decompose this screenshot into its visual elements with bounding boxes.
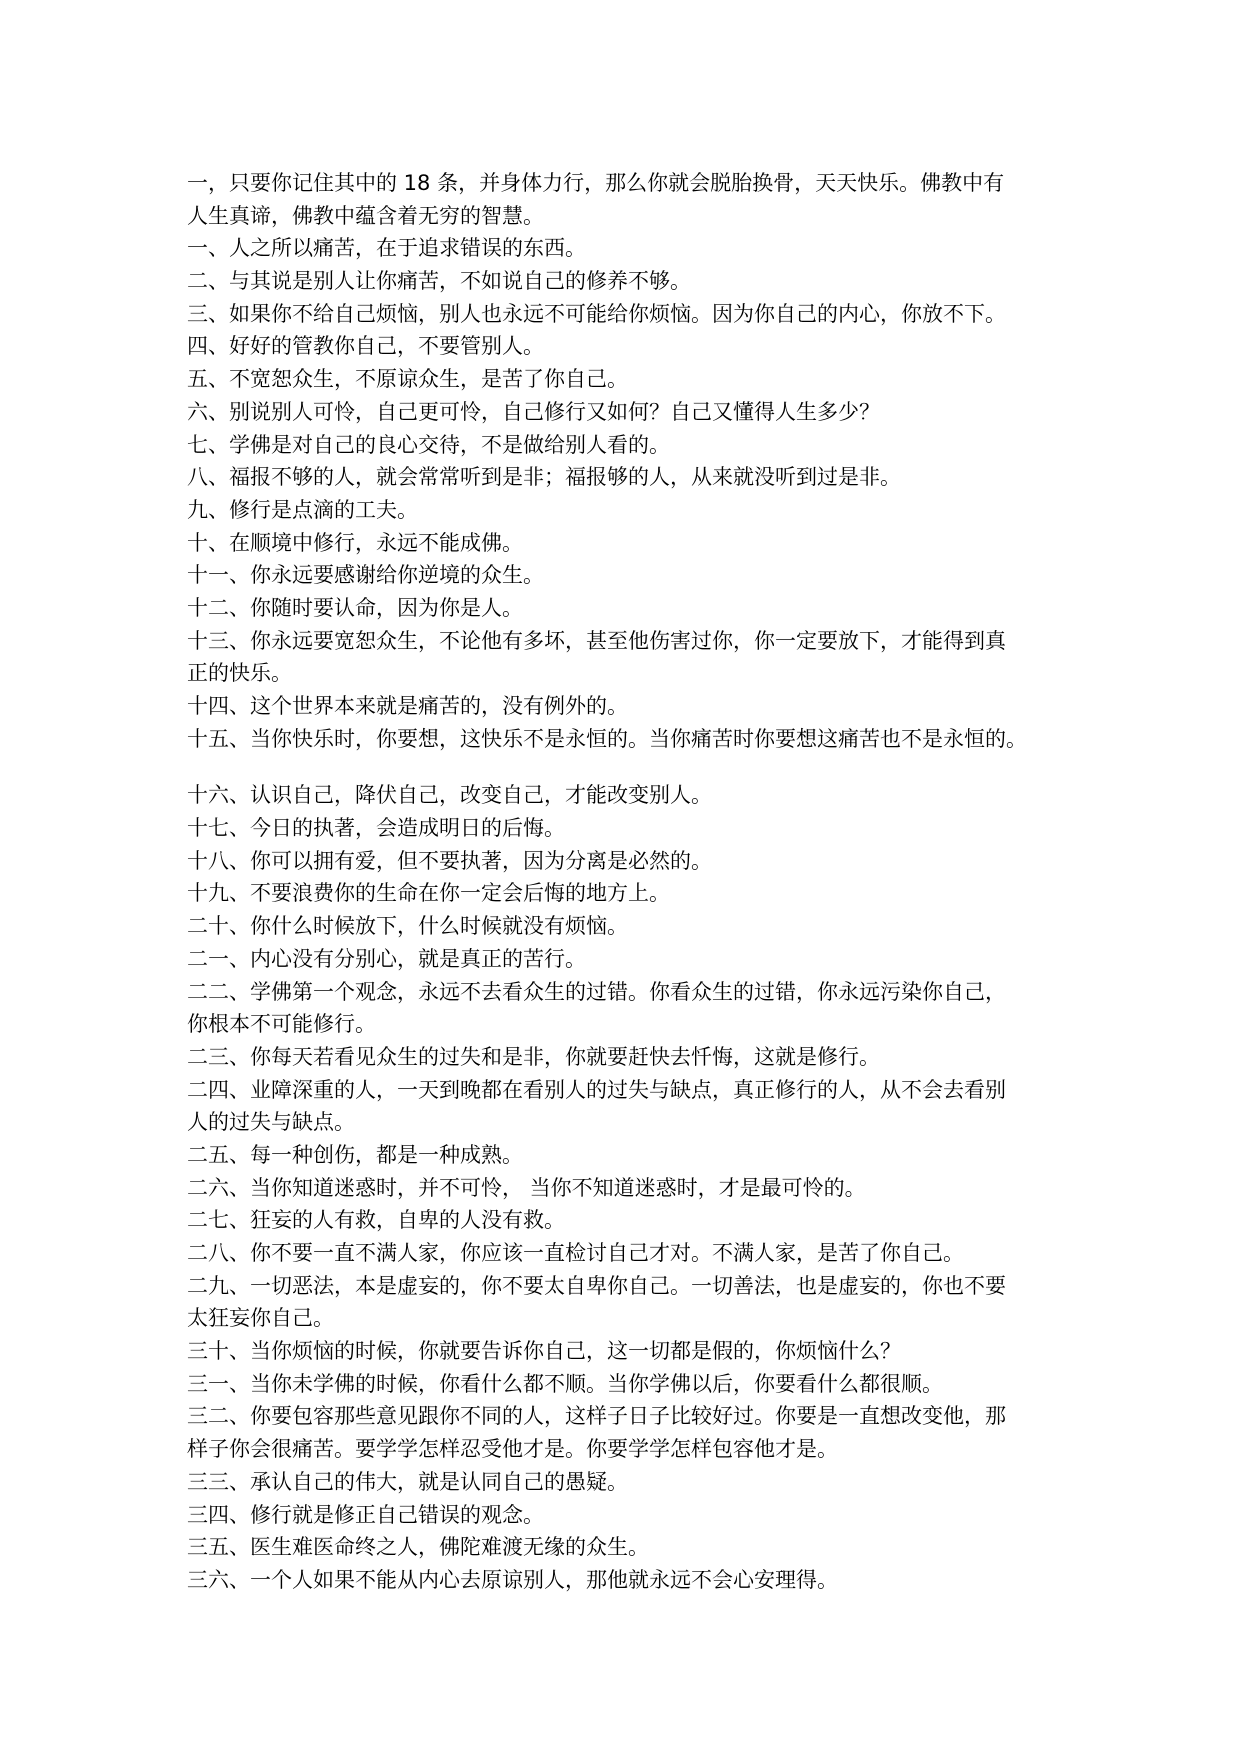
text-line: 十三、你永远要宽恕众生，不论他有多坏，甚至他伤害过你，你一定要放下，才能得到真	[187, 628, 1006, 653]
text-line: 十五、当你快乐时，你要想，这快乐不是永恒的。当你痛苦时你要想这痛苦也不是永恒的。	[187, 726, 1027, 751]
text-line: 二、与其说是别人让你痛苦，不如说自己的修养不够。	[187, 269, 691, 294]
text-line: 八、福报不够的人，就会常常听到是非；福报够的人，从来就没听到过是非。	[187, 465, 901, 490]
text-line: 三四、修行就是修正自己错误的观念。	[187, 1502, 544, 1527]
text-line: 十四、这个世界本来就是痛苦的，没有例外的。	[187, 694, 628, 718]
text-line: 二九、一切恶法，本是虚妄的，你不要太自卑你自己。一切善法，也是虚妄的，你也不要	[187, 1273, 1006, 1298]
text-line: 二六、当你知道迷惑时，并不可怜， 当你不知道迷惑时，才是最可怜的。	[187, 1175, 866, 1200]
text-line: 样子你会很痛苦。要学学怎样忍受他才是。你要学学怎样包容他才是。	[187, 1437, 838, 1462]
text-line: 人的过失与缺点。	[187, 1110, 355, 1135]
text-line: 一、人之所以痛苦，在于追求错误的东西。	[187, 236, 586, 261]
text-line: 四、好好的管教你自己，不要管别人。	[187, 334, 544, 359]
text-line: 正的快乐。	[187, 661, 292, 686]
text-line: 二二、学佛第一个观念，永远不去看众生的过错。你看众生的过错，你永远污染你自己，	[187, 979, 1006, 1004]
text-line: 太狂妄你自己。	[187, 1306, 334, 1331]
text-line: 十二、你随时要认命，因为你是人。	[187, 595, 523, 620]
paragraph-gap	[187, 755, 1067, 779]
text-line: 十一、你永远要感谢给你逆境的众生。	[187, 563, 544, 588]
text-line: 人生真谛，佛教中蕴含着无穷的智慧。	[187, 203, 544, 228]
text-line: 十、在顺境中修行，永远不能成佛。	[187, 530, 523, 555]
text-line: 二八、你不要一直不满人家，你应该一直检讨自己才对。不满人家，是苦了你自己。	[187, 1241, 964, 1265]
text-line: 二三、你每天若看见众生的过失和是非，你就要赶快去忏悔，这就是修行。	[187, 1044, 880, 1069]
text-line: 二七、狂妄的人有救，自卑的人没有救。	[187, 1208, 565, 1233]
text-line: 十八、你可以拥有爱，但不要执著，因为分离是必然的。	[187, 848, 712, 873]
text-line: 三十、当你烦恼的时候，你就要告诉你自己，这一切都是假的，你烦恼什么？	[187, 1339, 901, 1364]
text-line: 三六、一个人如果不能从内心去原谅别人，那他就永远不会心安理得。	[187, 1567, 838, 1592]
text-line: 二五、每一种创伤，都是一种成熟。	[187, 1142, 523, 1167]
text-line: 六、别说别人可怜，自己更可怜，自己修行又如何？自己又懂得人生多少？	[187, 399, 880, 424]
document-body	[187, 167, 1067, 1597]
text-line: 二十、你什么时候放下，什么时候就没有烦恼。	[187, 914, 628, 939]
text-line: 十六、认识自己，降伏自己，改变自己，才能改变别人。	[187, 783, 712, 808]
text-line: 三五、医生难医命终之人，佛陀难渡无缘的众生。	[187, 1535, 649, 1560]
text-line: 一，只要你记住其中的 18 条，并身体力行，那么你就会脱胎换骨，天天快乐。佛教中有	[187, 171, 1005, 195]
text-line: 三二、你要包容那些意见跟你不同的人，这样子日子比较好过。你要是一直想改变他，那	[187, 1404, 1006, 1429]
text-line: 三三、承认自己的伟大，就是认同自己的愚疑。	[187, 1469, 628, 1494]
text-line: 七、学佛是对自己的良心交待，不是做给别人看的。	[187, 432, 670, 457]
text-line: 十九、不要浪费你的生命在你一定会后悔的地方上。	[187, 881, 670, 906]
text-line: 十七、今日的执著，会造成明日的后悔。	[187, 816, 565, 841]
text-line: 九、修行是点滴的工夫。	[187, 497, 418, 522]
text-line: 三、如果你不给自己烦恼，别人也永远不可能给你烦恼。因为你自己的内心，你放不下。	[187, 301, 1006, 326]
text-line: 五、不宽恕众生，不原谅众生，是苦了你自己。	[187, 367, 628, 392]
text-line: 三一、当你未学佛的时候，你看什么都不顺。当你学佛以后，你要看什么都很顺。	[187, 1371, 943, 1396]
text-line: 你根本不可能修行。	[187, 1012, 376, 1037]
text-line: 二四、业障深重的人，一天到晚都在看别人的过失与缺点，真正修行的人，从不会去看别	[187, 1077, 1006, 1102]
text-line: 二一、内心没有分别心，就是真正的苦行。	[187, 946, 586, 971]
